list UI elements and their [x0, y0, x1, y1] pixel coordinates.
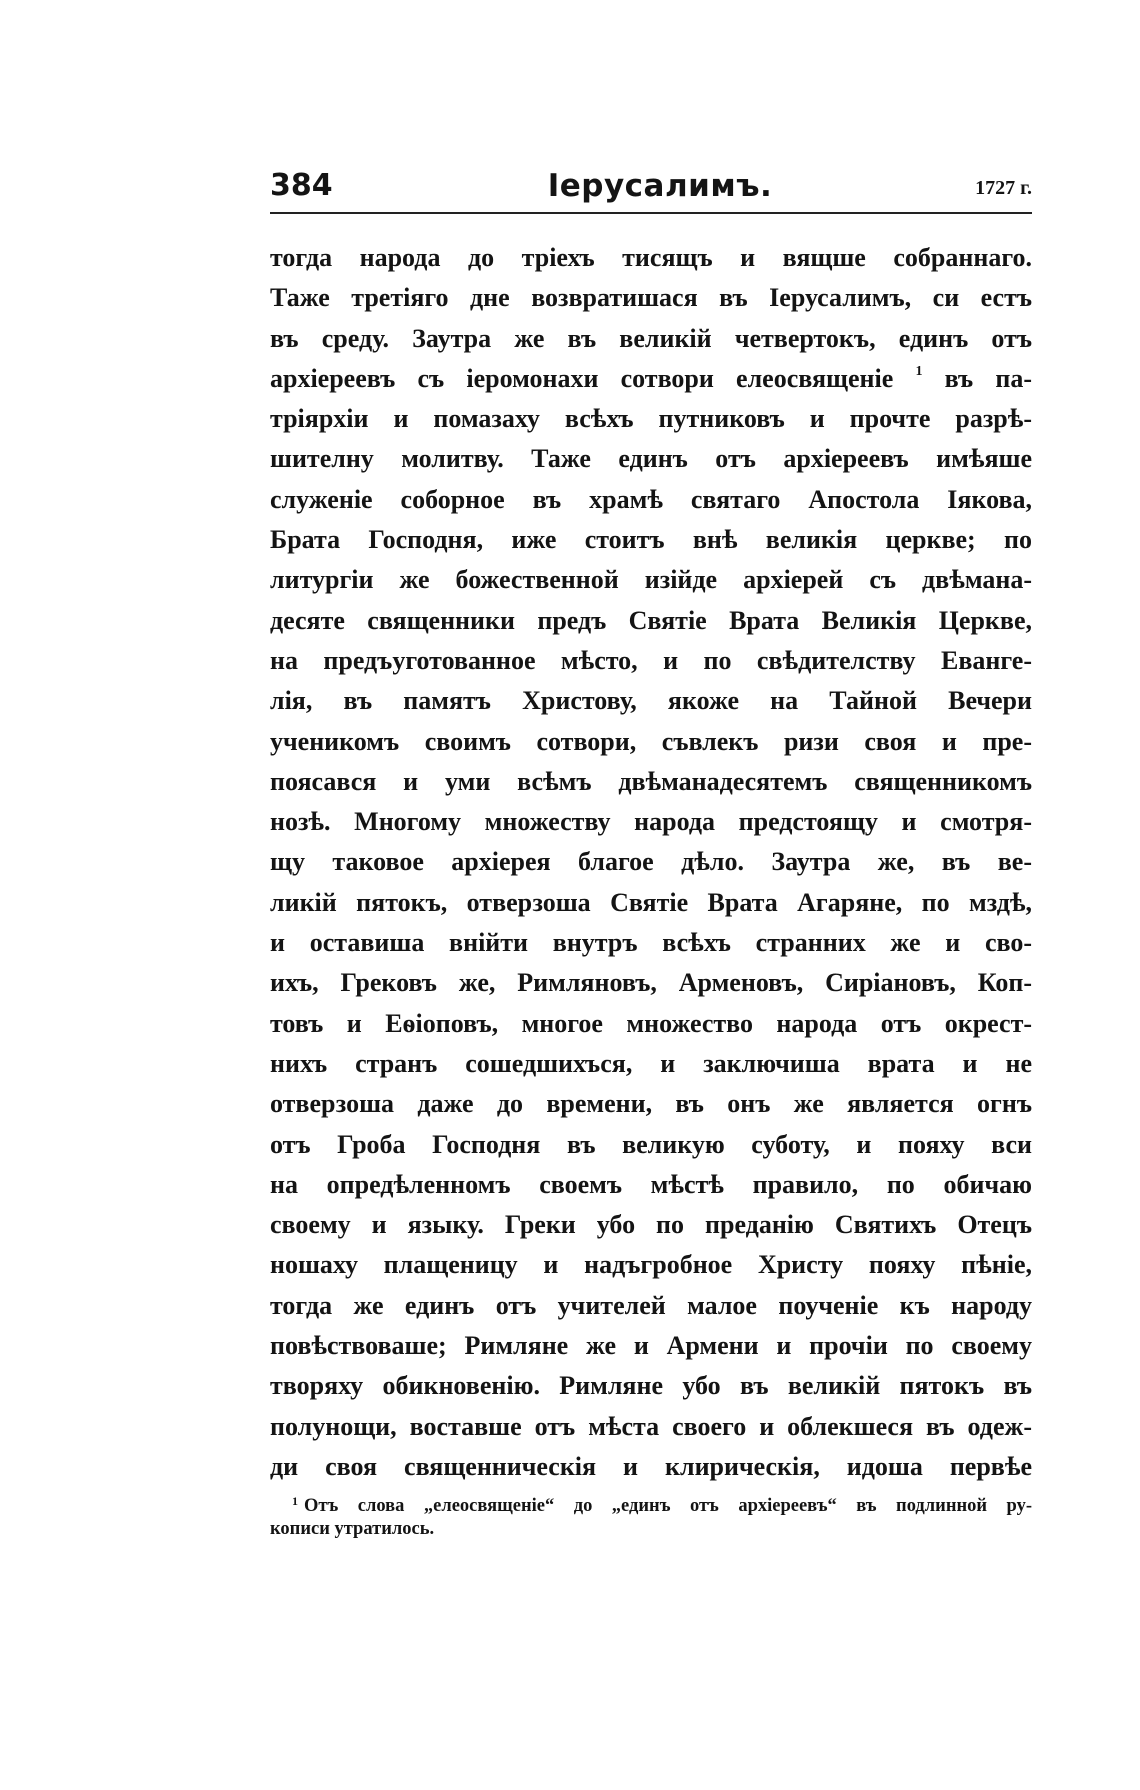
text-line: творяху обикновенію. Римляне убо въ великій пятокъ въ [270, 1371, 1032, 1401]
text-line: нозѣ. Многому множеству народа предстоящу и смотря- [270, 807, 1032, 837]
running-title: Іерусалимъ. [547, 168, 773, 204]
footnote-reference: 1 [915, 363, 923, 379]
text-line: ношаху плащеницу и надъгробное Христу пояху пѣніе, [270, 1250, 1032, 1280]
text-line: десяте священники предъ Святіе Врата Великія Церкве, [270, 605, 1032, 635]
text-line: ди своя священническія и клирическія, идоша первѣе [270, 1451, 1032, 1481]
text-line: и оставиша внійти внутръ всѣхъ странних же и сво- [270, 928, 1032, 958]
text-line: поясався и уми всѣмъ двѣманадесятемъ священникомъ [270, 766, 1032, 796]
header-year: 1727 г. [975, 177, 1032, 199]
text-line: нихъ странъ сошедшихъся, и заключиша врата и не [270, 1048, 1032, 1078]
text-line: литургіи же божественной изійде архіерей съ двѣмана- [270, 565, 1032, 595]
text-line: на опредѣленномъ своемъ мѣстѣ правило, по обичаю [270, 1169, 1032, 1199]
body-text [270, 238, 1032, 1487]
footnote-line: кописи утратилось. [270, 1519, 435, 1539]
text-line: отверзоша даже до времени, въ онъ же является огнъ [270, 1089, 1032, 1119]
text-line: ихъ, Грековъ же, Римляновъ, Арменовъ, Сиріановъ, Коп- [270, 968, 1032, 998]
text-line: товъ и Еѳіоповъ, многое множество народа отъ окрест- [270, 1008, 1032, 1038]
footnote [270, 1487, 1032, 1543]
text-line: Таже третіяго дне возвратишася въ Іерусалимъ, си естъ [270, 283, 1032, 313]
text-line: ликій пятокъ, отверзоша Святіе Врата Агаряне, по мздѣ, [270, 887, 1032, 917]
footnote-mark: 1 [292, 1494, 298, 1508]
text-line: тогда же единъ отъ учителей малое поученіе къ народу [270, 1290, 1032, 1320]
text-line-segment: въ па- [944, 363, 1032, 393]
text-line: щу таковое архіерея благое дѣло. Заутра же, въ ве- [270, 847, 1032, 877]
text-line: въ среду. Заутра же въ великій четвертокъ, единъ отъ [270, 323, 1032, 353]
page-number: 384 [270, 168, 333, 203]
text-line: на предъуготованное мѣсто, и по свѣдителству Еванге- [270, 645, 1032, 675]
text-line-with-footnote-ref [270, 359, 1032, 399]
text-line: повѣствоваше; Римляне же и Армени и прочіи по своему [270, 1331, 1032, 1361]
text-line: своему и языку. Греки убо по преданію Святихъ Отецъ [270, 1210, 1032, 1240]
text-line: полунощи, воставше отъ мѣста своего и облекшеся въ одеж- [270, 1411, 1032, 1441]
text-line: тріярхіи и помазаху всѣхъ путниковъ и прочте разрѣ- [270, 404, 1032, 434]
text-line: ученикомъ своимъ сотвори, съвлекъ ризи своя и пре- [270, 726, 1032, 756]
footnote-text: Отъ слова „елеосвященіе“ до „единъ отъ архіереевъ“ въ подлинной ру- [304, 1496, 1032, 1515]
header-rule [270, 212, 1032, 214]
text-line-segment: архіереевъ съ іеромонахи сотвори елеосвященіе [270, 363, 894, 393]
text-line: лія, въ памятъ Христову, якоже на Тайной Вечери [270, 686, 1032, 716]
text-line: служеніе соборное въ храмѣ святаго Апостола Іякова, [270, 484, 1032, 514]
footnote-line [270, 1487, 1032, 1515]
text-line: тогда народа до тріехъ тисящъ и вящше собраннаго. [270, 243, 1032, 272]
text-line: Брата Господня, иже стоитъ внѣ великія церкве; по [270, 525, 1032, 555]
text-line: шителну молитву. Таже единъ отъ архіереевъ имѣяше [270, 444, 1032, 474]
text-line: отъ Гроба Господня въ великую суботу, и пояху вси [270, 1129, 1032, 1159]
page-header [270, 168, 1032, 208]
